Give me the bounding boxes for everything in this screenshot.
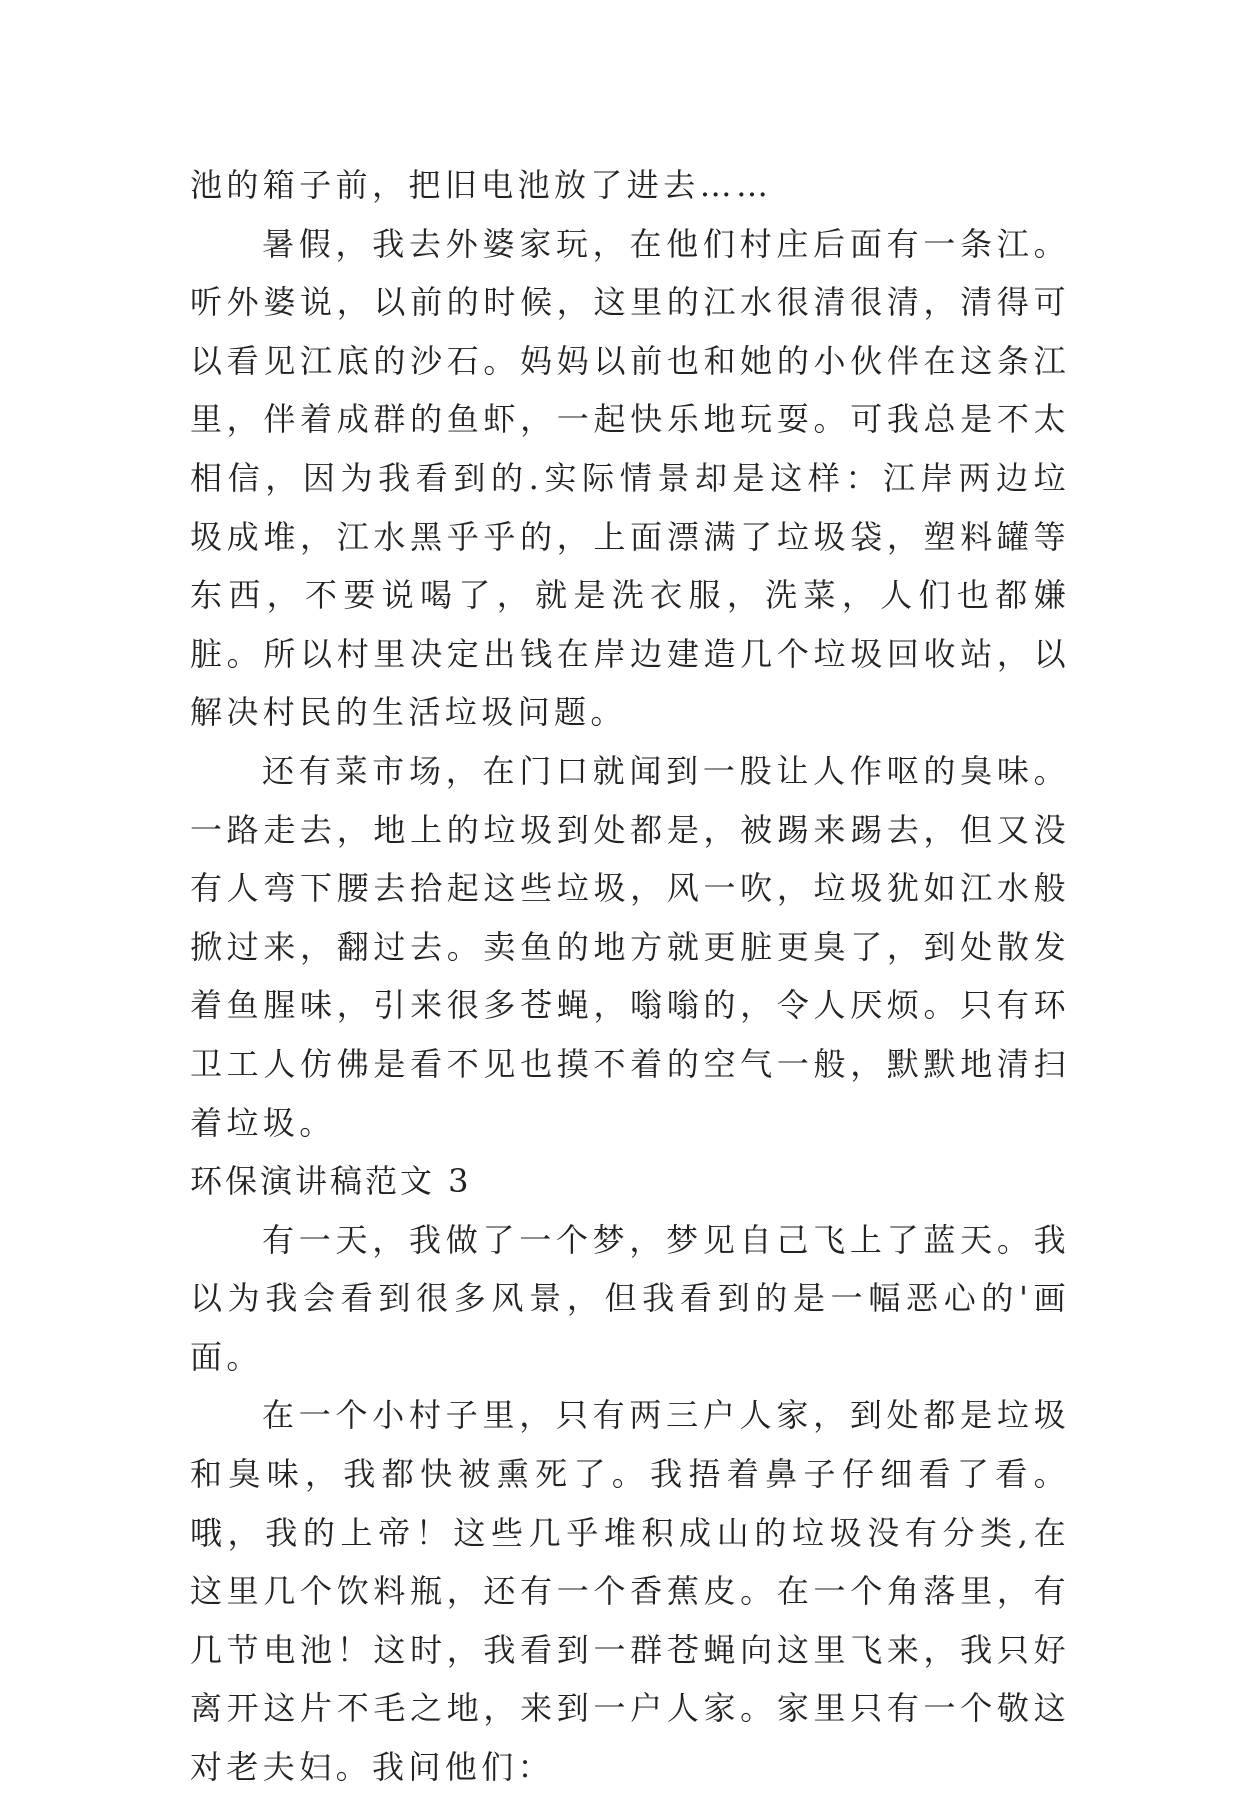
body-paragraph-vegetable-market: 还有菜市场，在门口就闻到一股让人作呕的臭味。一路走去，地上的垃圾到处都是，被踢来踢去，但又没有人弯下腰去拾起这些垃圾，风一吹，垃圾犹如江水般掀过来，翻过去。卖鱼的地方就更脏更臭了，到处散发着鱼腥味，引来很多苍蝇，嗡嗡的，令人厌烦。只有环卫工人仿佛是看不见也摸不着的空气一般，默默地清扫着垃圾。 <box>190 751 1070 1142</box>
body-paragraph-small-village: 在一个小村子里，只有两三户人家，到处都是垃圾和臭味，我都快被熏死了。我捂着鼻子仔细看了看。哦，我的上帝！这些几乎堆积成山的垃圾没有分类,在这里几个饮料瓶，还有一个香蕉皮。在一个角落里，有几节电池！这时，我看到一群苍蝇向这里飞来，我只好离开这片不毛之地，来到一户人家。家里只有一个敬这对老夫妇。我问他们： <box>190 1396 1070 1787</box>
body-paragraph-dream: 有一天，我做了一个梦，梦见自己飞上了蓝天。我以为我会看到很多风景，但我看到的是一幅恶心的'画面。 <box>190 1220 1070 1376</box>
section-heading: 环保演讲稿范文 3 <box>190 1162 472 1201</box>
continuation-paragraph: 池的箱子前，把旧电池放了进去…… <box>190 166 773 204</box>
body-paragraph-village-river: 暑假，我去外婆家玩，在他们村庄后面有一条江。听外婆说，以前的时候，这里的江水很清很清，清得可以看见江底的沙石。妈妈以前也和她的小伙伴在这条江里，伴着成群的鱼虾，一起快乐地玩耍。可我总是不太相信，因为我看到的.实际情景却是这样：江岸两边垃圾成堆，江水黑乎乎的，上面漂满了垃圾袋，塑料罐等东西，不要说喝了，就是洗衣服，洗菜，人们也都嫌脏。所以村里决定出钱在岸边建造几个垃圾回收站，以解决村民的生活垃圾问题。 <box>190 224 1070 732</box>
document-body <box>190 156 1070 1797</box>
